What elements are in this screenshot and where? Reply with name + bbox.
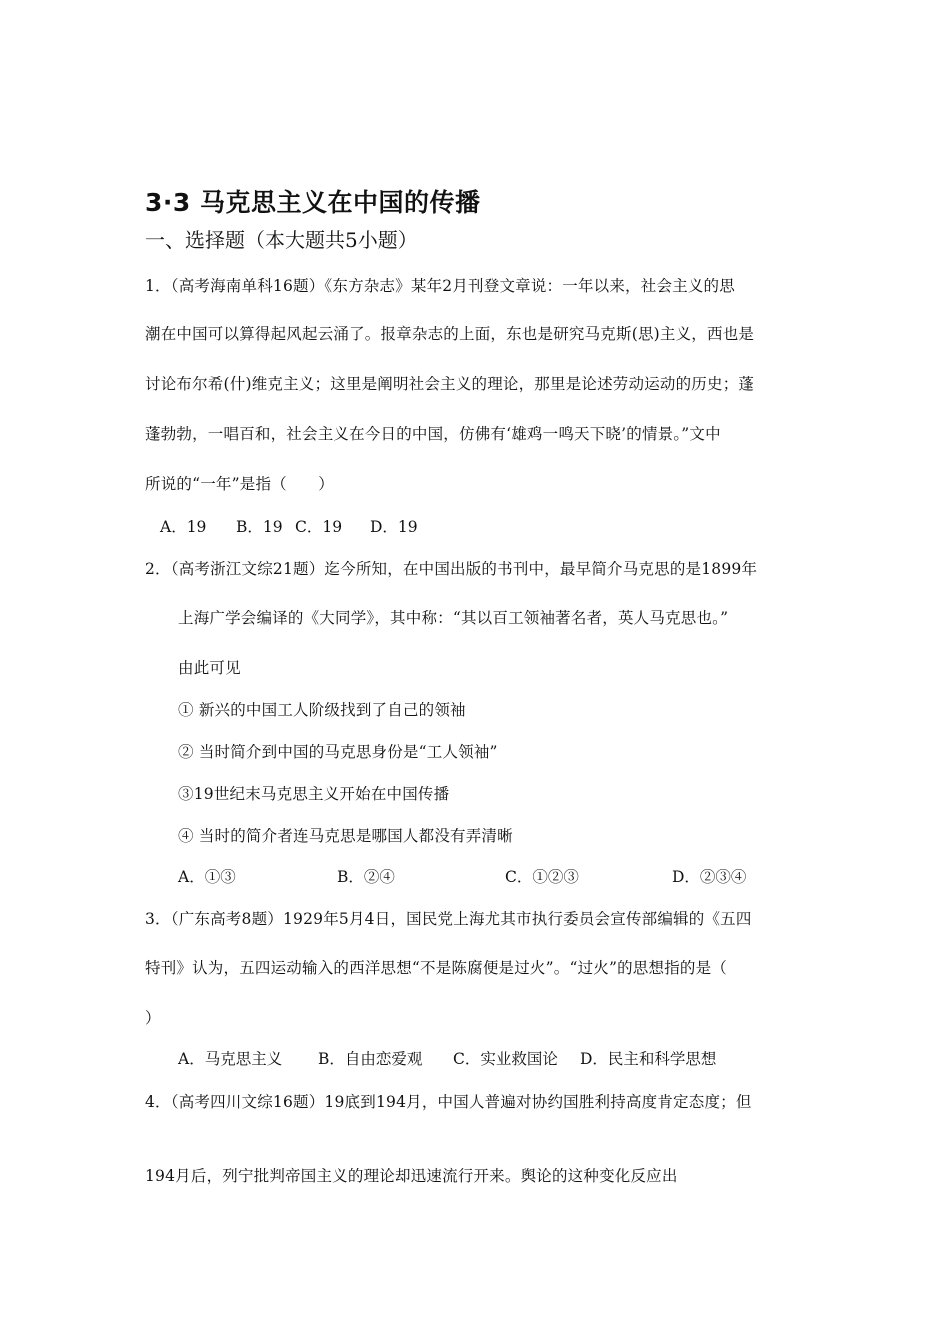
question-2-option-c: C．①②③: [505, 868, 579, 886]
question-1-line-5: 所说的“一年”是指（ ）: [145, 475, 334, 493]
section-heading: 一、选择题（本大题共5小题）: [145, 228, 418, 252]
question-2-item-1: ① 新兴的中国工人阶级找到了自己的领袖: [178, 701, 466, 719]
question-2-item-3: ③19世纪末马克思主义开始在中国传播: [178, 785, 450, 803]
question-3-option-a: A．马克思主义: [178, 1050, 283, 1068]
question-2-option-b: B．②④: [337, 868, 395, 886]
question-1-line-2: 潮在中国可以算得起风起云涌了。报章杂志的上面，东也是研究马克斯(思)主义，西也是: [145, 325, 755, 343]
question-3-option-d: D．民主和科学思想: [580, 1050, 717, 1068]
question-3-line-2: 特刊》认为，五四运动输入的西洋思想“不是陈腐便是过火”。“过火”的思想指的是（: [145, 959, 727, 977]
question-2-item-2: ② 当时简介到中国的马克思身份是“工人领袖”: [178, 743, 498, 761]
question-1-option-b: B．19: [236, 518, 283, 536]
question-2-line-1: 2．（高考浙江文综21题）迄今所知，在中国出版的书刊中，最早简介马克思的是1899年: [145, 560, 758, 578]
question-4-line-2: 194月后，列宁批判帝国主义的理论却迅速流行开来。舆论的这种变化反应出: [145, 1167, 678, 1185]
question-1-line-1: 1．（高考海南单科16题）《东方杂志》某年2月刊登文章说：一年以来，社会主义的思: [145, 277, 735, 295]
question-1-line-3: 讨论布尔希(什)维克主义；这里是阐明社会主义的理论，那里是论述劳动运动的历史；蓬: [145, 375, 755, 393]
page-title: 3·3 马克思主义在中国的传播: [145, 188, 481, 217]
question-3-option-b: B．自由恋爱观: [318, 1050, 423, 1068]
question-2-option-d: D．②③④: [672, 868, 747, 886]
question-2-line-2: 上海广学会编译的《大同学》，其中称：“其以百工领袖著名者，英人马克思也。”: [178, 609, 729, 627]
question-1-option-a: A．19: [160, 518, 207, 536]
question-1-option-d: D．19: [370, 518, 418, 536]
question-2-line-3: 由此可见: [178, 659, 241, 677]
question-1-line-4: 蓬勃勃，一唱百和，社会主义在今日的中国，仿佛有‘雄鸡一鸣天下晓’的情景。”文中: [145, 425, 721, 443]
question-1-option-c: C．19: [295, 518, 343, 536]
question-4-line-1: 4．（高考四川文综16题）19底到194月，中国人普遍对协约国胜利持高度肯定态度；但: [145, 1093, 752, 1111]
question-3-line-3: ）: [145, 1009, 161, 1027]
question-2-item-4: ④ 当时的简介者连马克思是哪国人都没有弄清晰: [178, 827, 513, 845]
question-3-option-c: C．实业救国论: [453, 1050, 558, 1068]
question-3-line-1: 3．（广东高考8题）1929年5月4日，国民党上海尤其市执行委员会宣传部编辑的《五四: [145, 910, 752, 928]
question-2-option-a: A．①③: [178, 868, 236, 886]
